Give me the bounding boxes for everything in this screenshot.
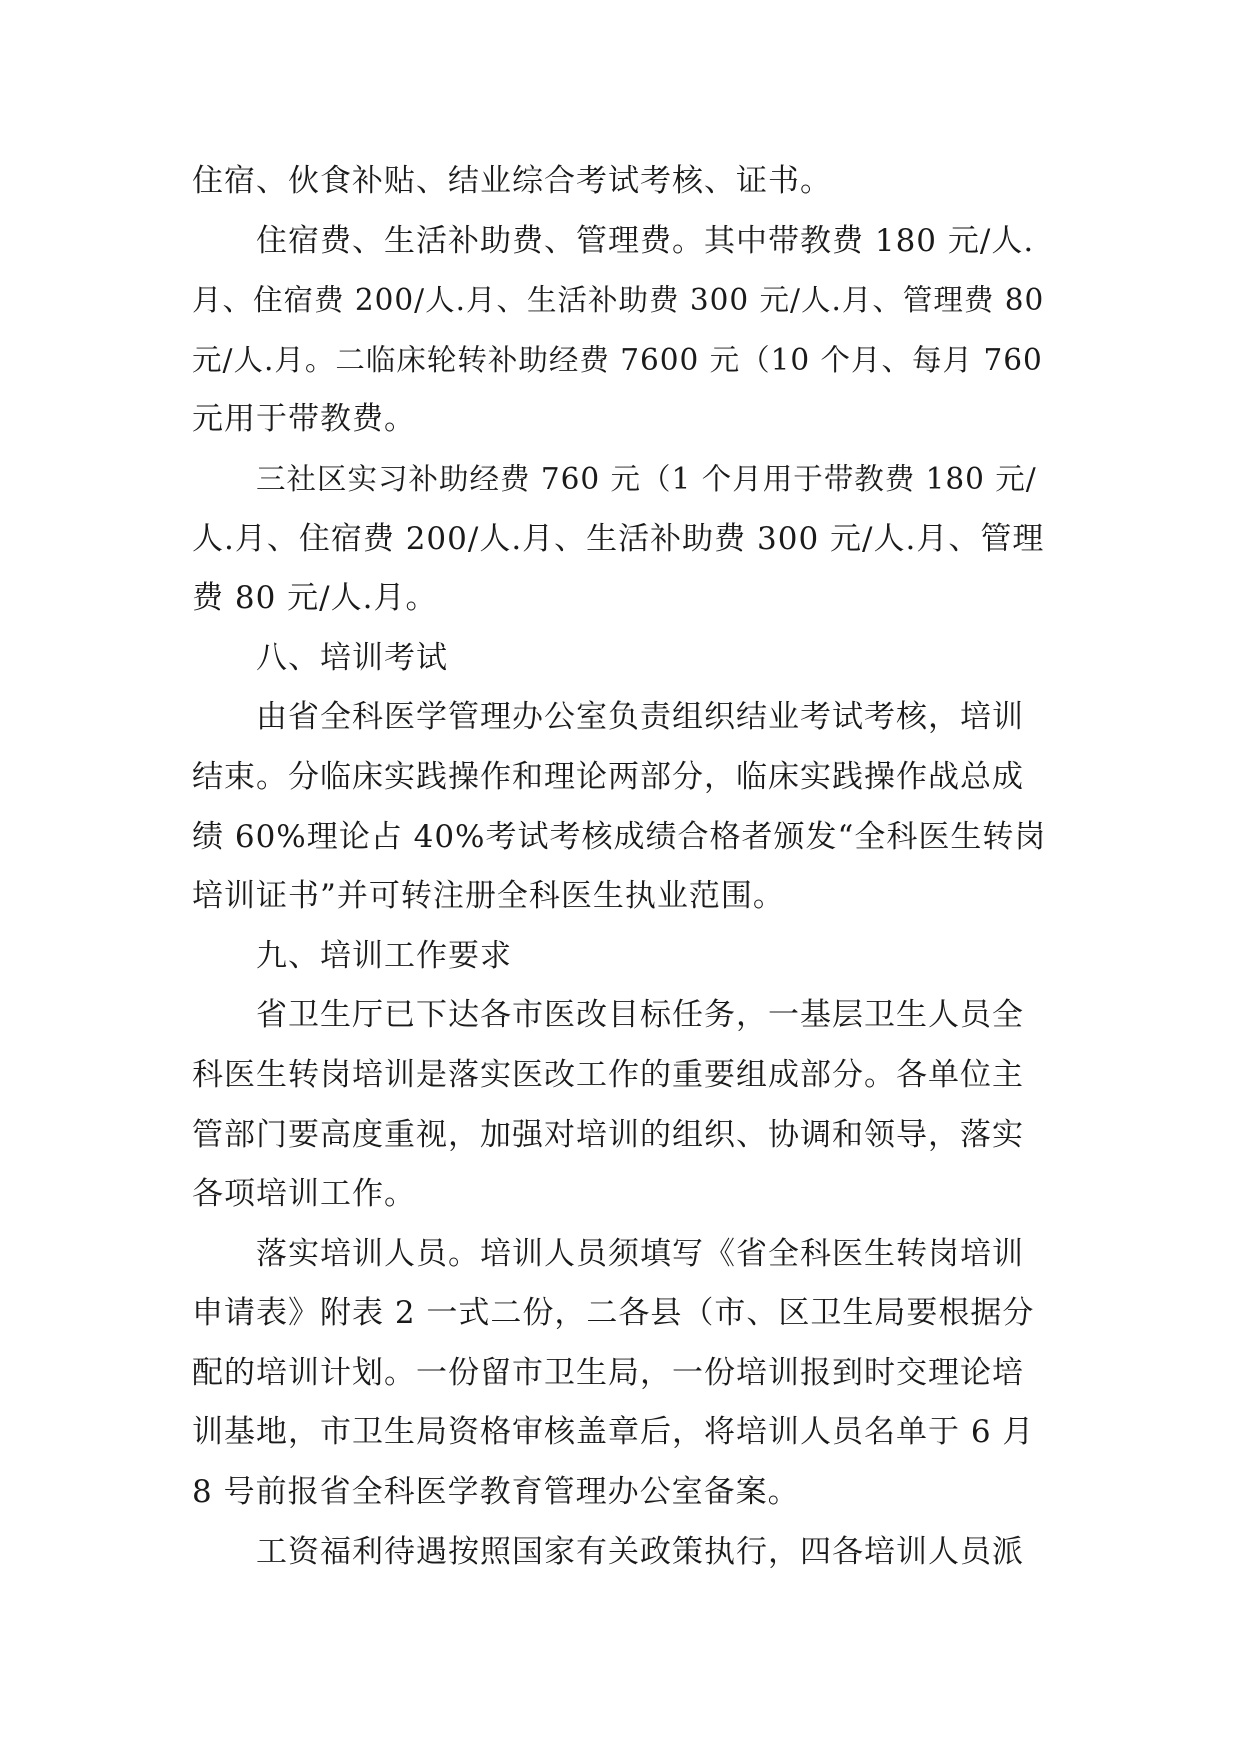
paragraph-line: 费 80 元/人.月。 xyxy=(192,580,438,617)
section-heading: 八、培训考试 xyxy=(256,639,448,676)
paragraph-line: 培训证书”并可转注册全科医生执业范围。 xyxy=(192,878,785,915)
paragraph-line: 管部门要高度重视，加强对培训的组织、协调和领导，落实 xyxy=(192,1116,1024,1153)
paragraph-line: 科医生转岗培训是落实医改工作的重要组成部分。各单位主 xyxy=(192,1056,1024,1093)
document-body xyxy=(192,152,1048,1582)
paragraph-line: 住宿费、生活补助费、管理费。其中带教费 180 元/人. xyxy=(256,222,1035,259)
paragraph-line: 三社区实习补助经费 760 元（1 个月用于带教费 180 元/ xyxy=(256,461,1037,496)
paragraph-line: 住宿、伙食补贴、结业综合考试考核、证书。 xyxy=(192,163,832,199)
paragraph-line: 配的培训计划。一份留市卫生局，一份培训报到时交理论培 xyxy=(192,1354,1024,1391)
paragraph-line: 申请表》附表 2 一式二份，二各县（市、区卫生局要根据分 xyxy=(192,1295,1035,1332)
paragraph-line: 月、住宿费 200/人.月、生活补助费 300 元/人.月、管理费 80 xyxy=(192,283,1045,318)
paragraph-line: 结束。分临床实践操作和理论两部分，临床实践操作战总成 xyxy=(192,758,1024,795)
paragraph-line: 元用于带教费。 xyxy=(192,401,416,438)
paragraph-line: 8 号前报省全科医学教育管理办公室备案。 xyxy=(192,1474,800,1511)
paragraph-line: 训基地，市卫生局资格审核盖章后，将培训人员名单于 6 月 xyxy=(192,1414,1035,1451)
paragraph-line: 由省全科医学管理办公室负责组织结业考试考核，培训 xyxy=(256,699,1024,736)
paragraph-line: 绩 60%理论占 40%考试考核成绩合格者颁发“全科医生转岗 xyxy=(192,818,1047,855)
paragraph-line: 工资福利待遇按照国家有关政策执行，四各培训人员派 xyxy=(256,1533,1024,1570)
paragraph-line: 省卫生厅已下达各市医改目标任务，一基层卫生人员全 xyxy=(256,997,1024,1034)
section-heading: 九、培训工作要求 xyxy=(256,937,512,974)
paragraph-line: 落实培训人员。培训人员须填写《省全科医生转岗培训 xyxy=(256,1235,1024,1272)
paragraph-line: 元/人.月。二临床轮转补助经费 7600 元（10 个月、每月 760 xyxy=(192,342,1043,377)
paragraph-line: 人.月、住宿费 200/人.月、生活补助费 300 元/人.月、管理 xyxy=(192,520,1045,557)
paragraph-line: 各项培训工作。 xyxy=(192,1176,416,1213)
